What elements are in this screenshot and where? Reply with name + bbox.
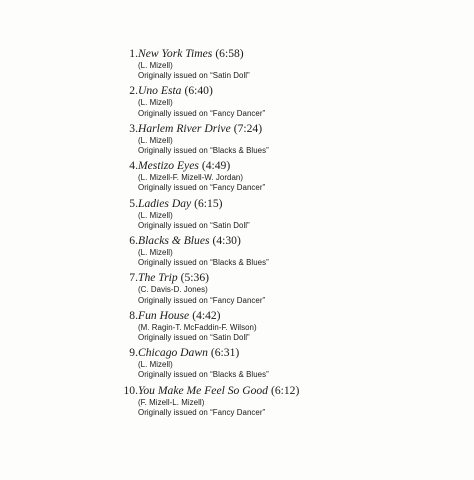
track-number: 1. — [129, 47, 138, 60]
track-number: 7. — [129, 271, 138, 285]
track-title: Blacks & Blues — [138, 233, 210, 247]
track-duration: (6:12) — [270, 383, 300, 397]
track-title: Mestizo Eyes — [138, 159, 199, 173]
track-credits: (L. Mizell) — [138, 61, 173, 70]
track-title-line — [104, 309, 444, 323]
track-item — [104, 234, 444, 271]
track-duration: (6:15) — [194, 196, 223, 210]
track-credits: (L. Mizell) — [138, 360, 173, 370]
track-credits: (L. Mizell-F. Mizell-W. Jordan) — [138, 173, 244, 183]
track-title-line — [104, 122, 444, 136]
track-duration: (6:40) — [184, 84, 213, 98]
track-list — [104, 47, 444, 421]
track-number: 10. — [123, 383, 138, 397]
track-credits: (L. Mizell) — [138, 135, 173, 145]
track-original-release: Originally issued on “Blacks & Blues” — [138, 370, 269, 380]
track-original-release: Originally issued on “Fancy Dancer” — [138, 295, 266, 305]
track-title: Harlem River Drive — [138, 121, 231, 135]
track-original-release: Originally issued on “Satin Doll” — [138, 220, 250, 230]
track-original-release: Originally issued on “Fancy Dancer” — [138, 407, 266, 417]
track-item — [104, 271, 444, 308]
track-item — [104, 122, 444, 159]
track-number: 9. — [129, 346, 138, 360]
track-title-line — [104, 84, 444, 98]
track-title-line — [104, 384, 444, 398]
track-duration: (4:42) — [192, 308, 221, 322]
track-credits: (L. Mizell) — [138, 247, 173, 257]
track-title: You Make Me Feel So Good — [138, 383, 268, 397]
track-number: 3. — [129, 121, 138, 135]
track-duration: (5:36) — [180, 271, 209, 285]
track-duration: (4:49) — [201, 159, 231, 173]
track-title-line — [104, 47, 444, 61]
track-item — [104, 346, 444, 383]
track-duration: (6:31) — [210, 346, 240, 360]
track-original-release: Originally issued on “Fancy Dancer” — [138, 108, 266, 118]
track-duration: (4:30) — [212, 233, 241, 247]
track-credits: (L. Mizell) — [138, 210, 173, 220]
track-item — [104, 47, 444, 84]
track-original-release: Originally issued on “Blacks & Blues” — [138, 258, 269, 268]
track-number: 5. — [129, 196, 138, 210]
track-original-release: Originally issued on “Satin Doll” — [138, 71, 250, 81]
track-duration: (6:58) — [215, 47, 244, 60]
track-credits: (F. Mizell-L. Mizell) — [138, 397, 205, 407]
track-title-line — [104, 234, 444, 248]
track-original-release: Originally issued on “Blacks & Blues” — [138, 145, 269, 155]
track-title: Uno Esta — [138, 84, 182, 98]
track-title: Ladies Day — [138, 196, 192, 210]
track-number: 8. — [129, 308, 138, 322]
track-item — [104, 84, 444, 121]
track-duration: (7:24) — [233, 121, 263, 135]
track-title-line — [104, 346, 444, 360]
track-title: The Trip — [138, 271, 178, 285]
track-title-line — [104, 271, 444, 285]
track-item — [104, 309, 444, 346]
track-credits: (M. Ragin-T. McFaddin-F. Wilson) — [138, 322, 257, 332]
track-original-release: Originally issued on “Satin Doll” — [138, 332, 250, 342]
track-credits: (L. Mizell) — [138, 98, 173, 108]
track-item — [104, 384, 444, 421]
track-title: Fun House — [138, 308, 190, 322]
track-title-line — [104, 197, 444, 211]
track-original-release: Originally issued on “Fancy Dancer” — [138, 183, 266, 193]
track-title: Chicago Dawn — [138, 346, 208, 360]
track-title: New York Times — [138, 47, 213, 60]
track-number: 4. — [129, 159, 138, 173]
track-credits: (C. Davis-D. Jones) — [138, 285, 208, 295]
track-item — [104, 197, 444, 234]
track-item — [104, 159, 444, 196]
track-title-line — [104, 159, 444, 173]
track-number: 6. — [129, 233, 138, 247]
track-number: 2. — [129, 84, 138, 98]
